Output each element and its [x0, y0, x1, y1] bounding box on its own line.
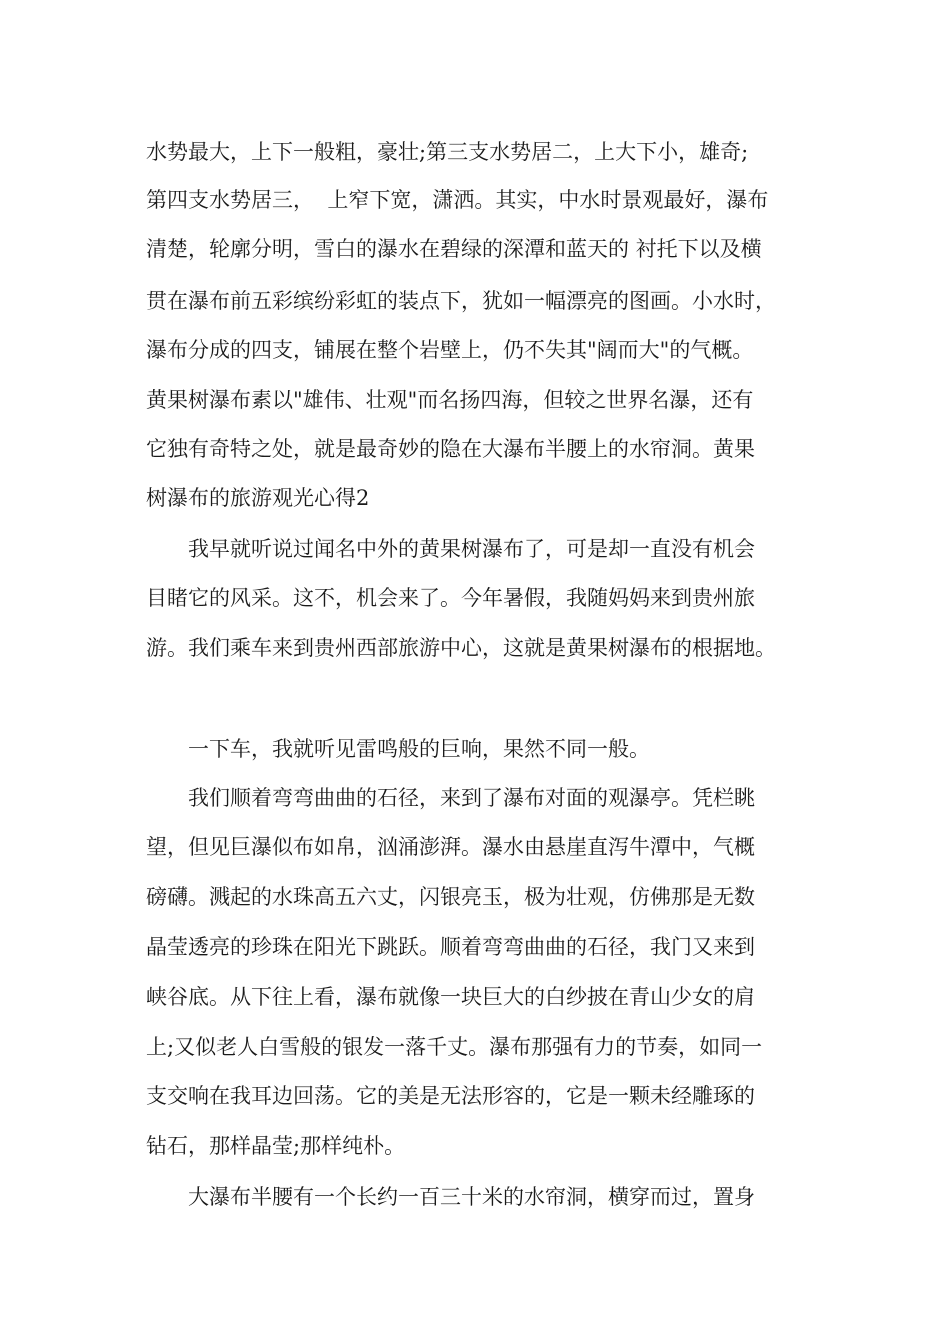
text-line: 瀑布分成的四支，铺展在整个岩壁上，仍不失其"阔而大"的气概。 — [146, 338, 754, 362]
text-line: 贯在瀑布前五彩缤纷彩虹的装点下，犹如一幅漂亮的图画。小水时， — [146, 289, 776, 313]
section-heading: 树瀑布的旅游观光心得2 — [146, 486, 370, 510]
paragraph-first-line: 我们顺着弯弯曲曲的石径，来到了瀑布对面的观瀑亭。凭栏眺 — [188, 786, 755, 810]
paragraph-first-line: 我早就听说过闻名中外的黄果树瀑布了，可是却一直没有机会 — [188, 537, 755, 561]
text-line: 水势最大，上下一般粗，豪壮;第三支水势居二，上大下小，雄奇; — [146, 140, 749, 164]
text-line: 钻石，那样晶莹;那样纯朴。 — [146, 1134, 406, 1158]
text-line: 清楚，轮廓分明，雪白的瀑水在碧绿的深潭和蓝天的 衬托下以及横 — [146, 237, 762, 261]
text-line: 望，但见巨瀑似布如帛，汹涌澎湃。瀑水由悬崖直泻牛潭中，气概 — [146, 835, 755, 859]
text-line: 磅礴。溅起的水珠高五六丈，闪银亮玉，极为壮观，仿佛那是无数 — [146, 885, 755, 909]
paragraph-first-line: 一下车，我就听见雷鸣般的巨响，果然不同一般。 — [188, 737, 650, 761]
text-line: 它独有奇特之处，就是最奇妙的隐在大瀑布半腰上的水帘洞。黄果 — [146, 437, 755, 461]
text-line: 支交响在我耳边回荡。它的美是无法形容的，它是一颗未经雕琢的 — [146, 1084, 755, 1108]
text-line: 上;又似老人白雪般的银发一落千丈。瀑布那强有力的节奏，如同一 — [146, 1035, 763, 1059]
paragraph-first-line: 大瀑布半腰有一个长约一百三十米的水帘洞，横穿而过，置身 — [188, 1185, 755, 1209]
text-line: 第四支水势居三， 上窄下宽，潇洒。其实，中水时景观最好，瀑布 — [146, 188, 769, 212]
text-line: 目睹它的风采。这不，机会来了。今年暑假，我随妈妈来到贵州旅 — [146, 586, 755, 610]
text-line: 晶莹透亮的珍珠在阳光下跳跃。顺着弯弯曲曲的石径，我门又来到 — [146, 935, 755, 959]
text-line: 游。我们乘车来到贵州西部旅游中心，这就是黄果树瀑布的根据地。 — [146, 636, 776, 660]
text-line: 峡谷底。从下往上看，瀑布就像一块巨大的白纱披在青山少女的肩 — [146, 985, 755, 1009]
text-line: 黄果树瀑布素以"雄伟、壮观"而名扬四海，但较之世界名瀑，还有 — [146, 388, 754, 412]
